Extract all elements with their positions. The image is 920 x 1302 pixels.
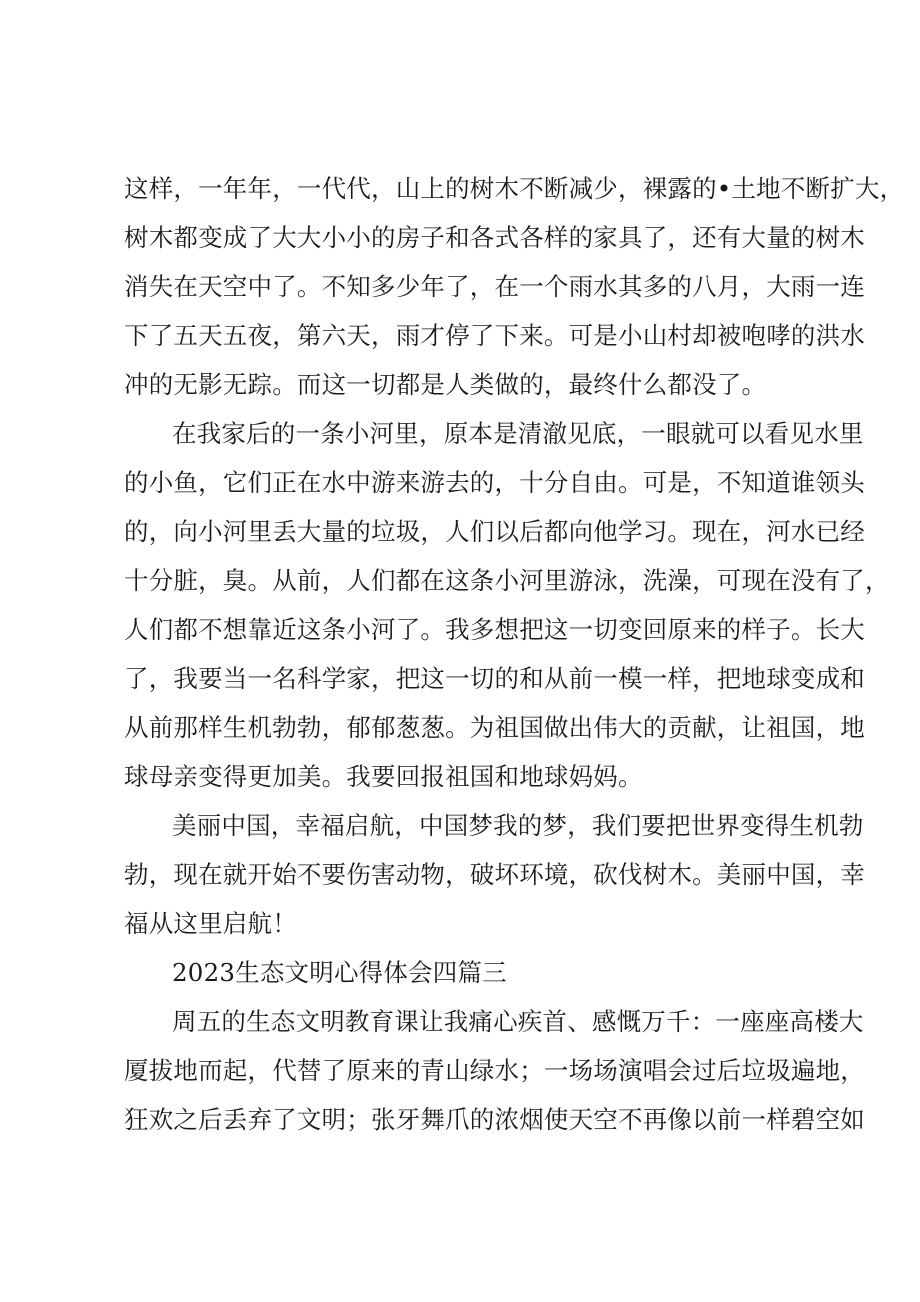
text-line: 人们都不想靠近这条小河了。我多想把这一切变回原来的样子。长大 — [124, 615, 865, 644]
text-line: 厦拔地而起，代替了原来的青山绿水；一场场演唱会过后垃圾遍地， — [124, 1056, 865, 1085]
text-line: 福从这里启航！ — [124, 909, 297, 938]
section-heading: 2023生态文明心得体会四篇三 — [172, 958, 507, 987]
text-line: 消失在天空中了。不知多少年了，在一个雨水其多的八月，大雨一连 — [124, 272, 865, 301]
text-line: 下了五天五夜，第六天，雨才停了下来。可是小山村却被咆哮的洪水 — [124, 321, 865, 350]
paragraph-start-line: 美丽中国，幸福启航，中国梦我的梦，我们要把世界变得生机勃 — [172, 811, 864, 840]
text-line: 的小鱼，它们正在水中游来游去的，十分自由。可是，不知道谁领头 — [124, 468, 865, 497]
paragraph-start-line: 在我家后的一条小河里，原本是清澈见底，一眼就可以看见水里 — [172, 419, 864, 448]
text-line: 的，向小河里丢大量的垃圾，人们以后都向他学习。现在，河水已经 — [124, 517, 865, 546]
text-line: 十分脏，臭。从前，人们都在这条小河里游泳，洗澡，可现在没有了， — [124, 566, 890, 595]
text-line: 球母亲变得更加美。我要回报祖国和地球妈妈。 — [124, 762, 643, 791]
text-line: 狂欢之后丢弃了文明；张牙舞爪的浓烟使天空不再像以前一样碧空如 — [124, 1105, 865, 1134]
paragraph-start-line: 周五的生态文明教育课让我痛心疾首、感慨万千：一座座高楼大 — [172, 1007, 864, 1036]
text-line: 从前那样生机勃勃，郁郁葱葱。为祖国做出伟大的贡献，让祖国，地 — [124, 713, 865, 742]
text-line: 了，我要当一名科学家，把这一切的和从前一模一样，把地球变成和 — [124, 664, 865, 693]
text-line: 勃，现在就开始不要伤害动物，破坏环境，砍伐树木。美丽中国，幸 — [124, 860, 865, 889]
text-line: 树木都变成了大大小小的房子和各式各样的家具了，还有大量的树木 — [124, 223, 865, 252]
text-line: 这样，一年年，一代代，山上的树木不断减少，裸露的•土地不断扩大， — [124, 174, 905, 203]
text-line: 冲的无影无踪。而这一切都是人类做的，最终什么都没了。 — [124, 370, 767, 399]
